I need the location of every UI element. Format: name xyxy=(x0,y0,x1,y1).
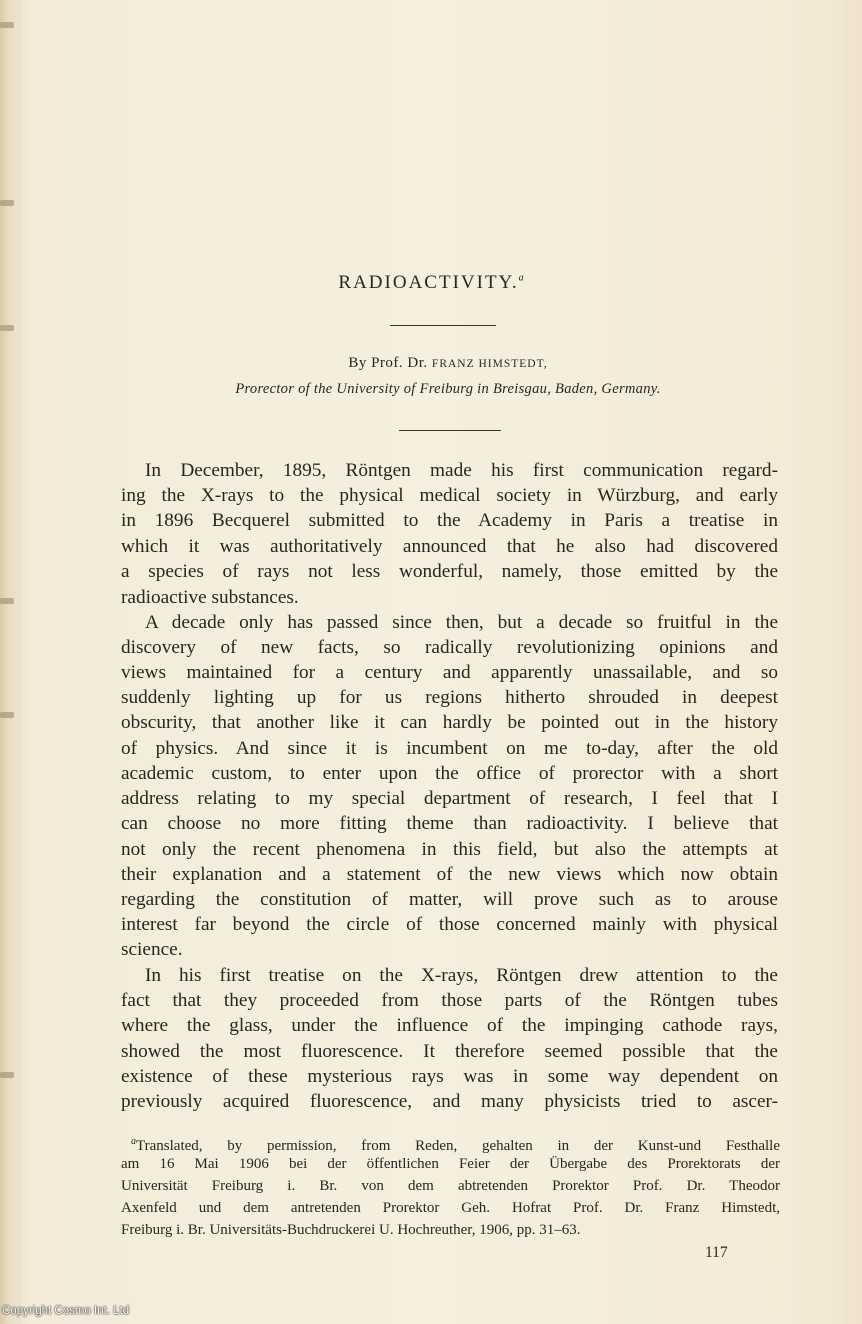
binding-mark xyxy=(0,598,14,604)
footnote-line: Freiburg i. Br. Universitäts-Buchdruckerei U. Hochreuther, 1906, pp. 31–63. xyxy=(121,1222,581,1238)
footnote-line: am 16 Mai 1906 bei der öffentlichen Feier der Übergabe des Prorektorats der xyxy=(121,1156,780,1172)
body-line: In his first treatise on the X-rays, Röntgen drew attention to the xyxy=(145,965,778,986)
body-line: existence of these mysterious rays was in some way dependent on xyxy=(121,1066,778,1087)
byline-rule xyxy=(399,430,501,431)
body-line: In December, 1895, Röntgen made his first communication regard- xyxy=(145,460,778,481)
body-line: previously acquired fluorescence, and many physicists tried to ascer- xyxy=(121,1091,778,1112)
body-line: can choose no more fitting theme than radioactivity. I believe that xyxy=(121,813,778,834)
title-text: RADIOACTIVITY. xyxy=(338,272,519,293)
binding-mark xyxy=(0,22,14,28)
binding-mark xyxy=(0,325,14,331)
footnote-line: Axenfeld und dem antretenden Prorektor Geh. Hofrat Prof. Dr. Franz Himstedt, xyxy=(121,1200,780,1216)
body-line: their explanation and a statement of the new views which now obtain xyxy=(121,864,778,885)
binding-mark xyxy=(0,200,14,206)
body-line: in 1896 Becquerel submitted to the Academy in Paris a treatise in xyxy=(121,510,778,531)
byline-prefix: By Prof. Dr. xyxy=(348,355,428,371)
footnote-mark: a xyxy=(131,1136,136,1147)
author-name: FRANZ HIMSTEDT, xyxy=(431,358,548,370)
binding-edge xyxy=(0,0,22,1324)
body-line: not only the recent phenomena in this field, but also the attempts at xyxy=(121,839,778,860)
body-line: of physics. And since it is incumbent on me to-day, after the old xyxy=(121,738,778,759)
page-number: 117 xyxy=(705,1244,728,1261)
binding-mark xyxy=(0,1072,14,1078)
body-line: academic custom, to enter upon the office of prorector with a short xyxy=(121,763,778,784)
body-line: showed the most fluorescence. It therefore seemed possible that the xyxy=(121,1041,778,1062)
body-line: fact that they proceeded from those parts of the Röntgen tubes xyxy=(121,990,778,1011)
body-line: regarding the constitution of matter, will prove such as to arouse xyxy=(121,889,778,910)
body-line: science. xyxy=(121,939,183,960)
byline xyxy=(0,355,862,372)
body-line: address relating to my special department of research, I feel that I xyxy=(121,788,778,809)
article-title xyxy=(0,272,862,294)
body-line: suddenly lighting up for us regions hitherto shrouded in deepest xyxy=(121,687,778,708)
footnote-line: Universität Freiburg i. Br. von dem abtretenden Prorektor Prof. Dr. Theodor xyxy=(121,1178,780,1194)
body-line: ing the X-rays to the physical medical society in Würzburg, and early xyxy=(121,485,778,506)
body-line: discovery of new facts, so radically revolutionizing opinions and xyxy=(121,637,778,658)
body-line: a species of rays not less wonderful, namely, those emitted by the xyxy=(121,561,778,582)
binding-mark xyxy=(0,712,14,718)
title-rule xyxy=(390,325,496,326)
body-line: interest far beyond the circle of those concerned mainly with physical xyxy=(121,914,778,935)
title-note-mark: a xyxy=(518,272,524,284)
author-affiliation: Prorector of the University of Freiburg in Breisgau, Baden, Germany. xyxy=(235,381,661,397)
body-line: A decade only has passed since then, but a decade so fruitful in the xyxy=(145,612,778,633)
copyright-watermark: Copyright Cosmo Int. Ltd xyxy=(2,1305,130,1317)
footnote-text: Translated, by permission, from Reden, gehalten in der Kunst-und Festhalle xyxy=(136,1138,780,1154)
body-line: which it was authoritatively announced that he also had discovered xyxy=(121,536,778,557)
body-line: obscurity, that another like it can hardly be pointed out in the history xyxy=(121,712,778,733)
footnote-line xyxy=(131,1131,780,1153)
body-line: where the glass, under the influence of the impinging cathode rays, xyxy=(121,1015,778,1036)
body-line: radioactive substances. xyxy=(121,587,299,608)
body-line: views maintained for a century and apparently unassailable, and so xyxy=(121,662,778,683)
